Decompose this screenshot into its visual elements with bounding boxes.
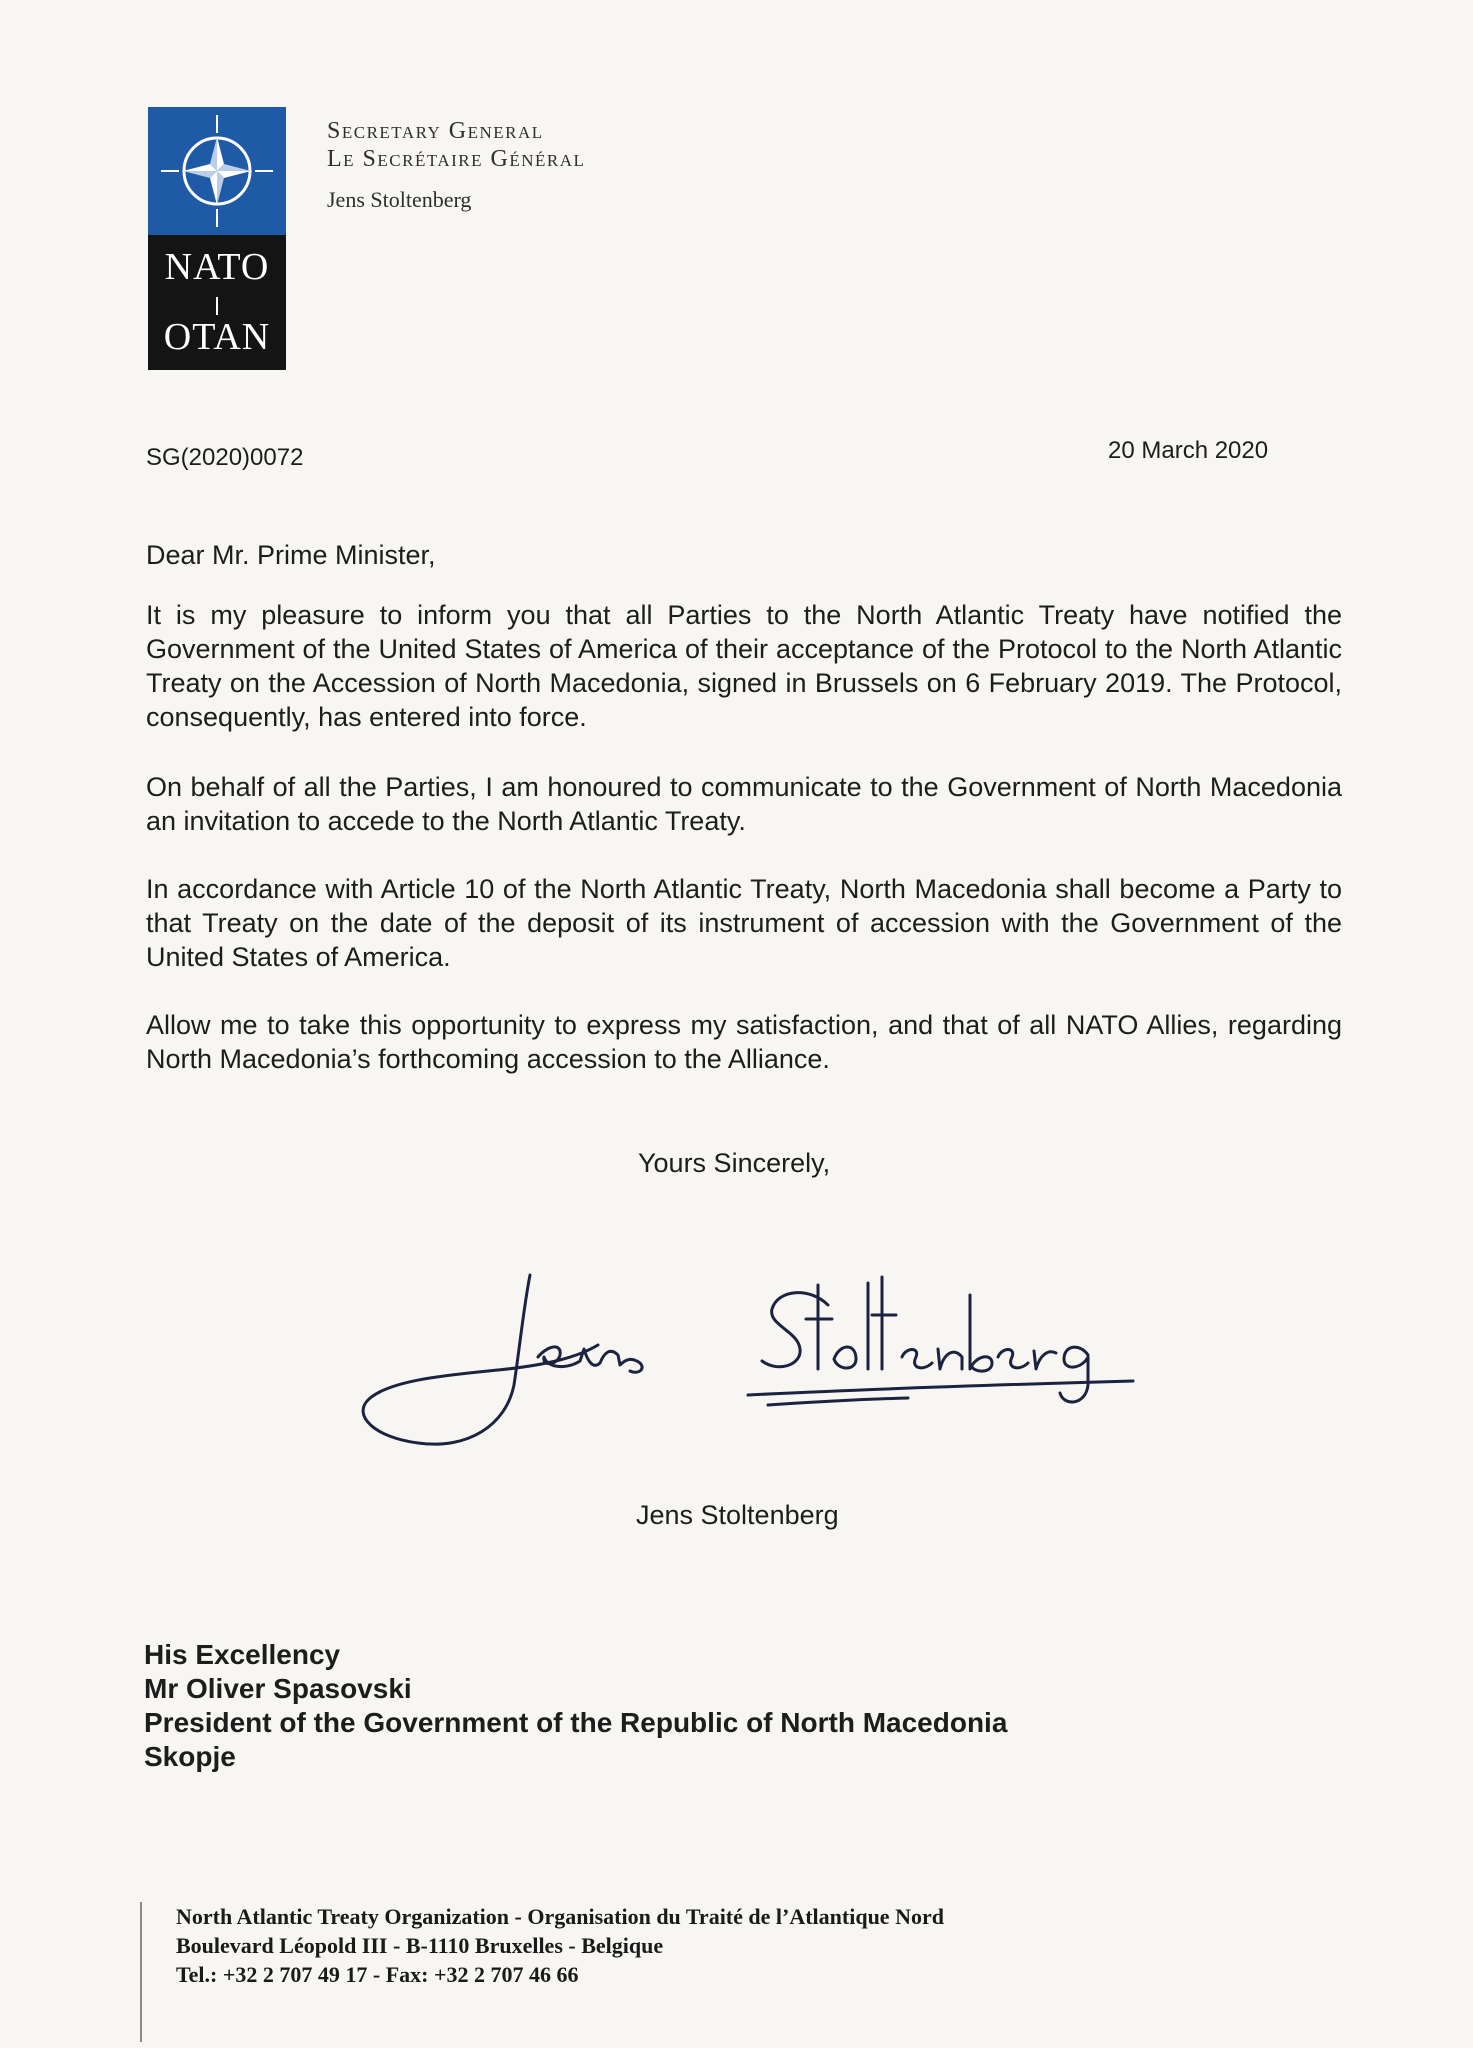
body-paragraph-4: Allow me to take this opportunity to express my satisfaction, and that of all NATO Allies, regarding North Macedonia’s forthcoming accession to the Alliance. [146, 1010, 1342, 1074]
closing: Yours Sincerely, [638, 1148, 831, 1178]
letter-date: 20 March 2020 [1108, 437, 1269, 464]
body-paragraph-3: In accordance with Article 10 of the North Atlantic Treaty, North Macedonia shall become a Party to that Treaty on the date of the deposit of its instrument of accession with the Government of the United States of America. [146, 874, 1342, 972]
footer-line: Boulevard Léopold III - B-1110 Bruxelles - Belgique [176, 1933, 664, 1958]
nato-logo [148, 107, 286, 370]
footer-address [176, 1902, 944, 1989]
addressee-line: Skopje [144, 1741, 236, 1772]
footer-line: Tel.: +32 2 707 49 17 - Fax: +32 2 707 46 66 [176, 1962, 579, 1987]
body-paragraph-2: On behalf of all the Parties, I am honoured to communicate to the Government of North Macedonia an invitation to accede to the North Atlantic Treaty. [146, 772, 1342, 836]
logo-word-nato: NATO [164, 246, 270, 288]
logo-blue-panel [148, 107, 286, 235]
addressee-line: President of the Government of the Republic of North Macedonia [144, 1707, 1008, 1738]
addressee-line: His Excellency [144, 1639, 341, 1670]
letterhead-title-en: Secretary General [327, 118, 544, 144]
addressee-block [144, 1638, 1007, 1774]
footer-line: North Atlantic Treaty Organization - Organisation du Traité de l’Atlantique Nord [176, 1904, 944, 1929]
handwritten-signature [348, 1265, 1138, 1455]
addressee-line: Mr Oliver Spasovski [144, 1673, 412, 1704]
salutation: Dear Mr. Prime Minister, [146, 540, 436, 570]
letterhead-title-fr: Le Secrétaire Général [327, 146, 586, 172]
compass-star-icon [148, 107, 286, 235]
signer-name: Jens Stoltenberg [636, 1500, 839, 1530]
logo-divider [216, 297, 218, 315]
body-paragraph-1: It is my pleasure to inform you that all Parties to the North Atlantic Treaty have notified the Government of the United States of America of their acceptance of the Protocol to the North Atlantic Treaty on the Accession of North Macedonia, signed in Brussels on 6 February 2019. The Protocol, consequently, has entered into force. [146, 600, 1342, 732]
footer-rule [140, 1902, 142, 2042]
letterhead-name: Jens Stoltenberg [327, 187, 472, 212]
logo-word-otan: OTAN [163, 316, 271, 358]
reference-number: SG(2020)0072 [146, 444, 304, 471]
